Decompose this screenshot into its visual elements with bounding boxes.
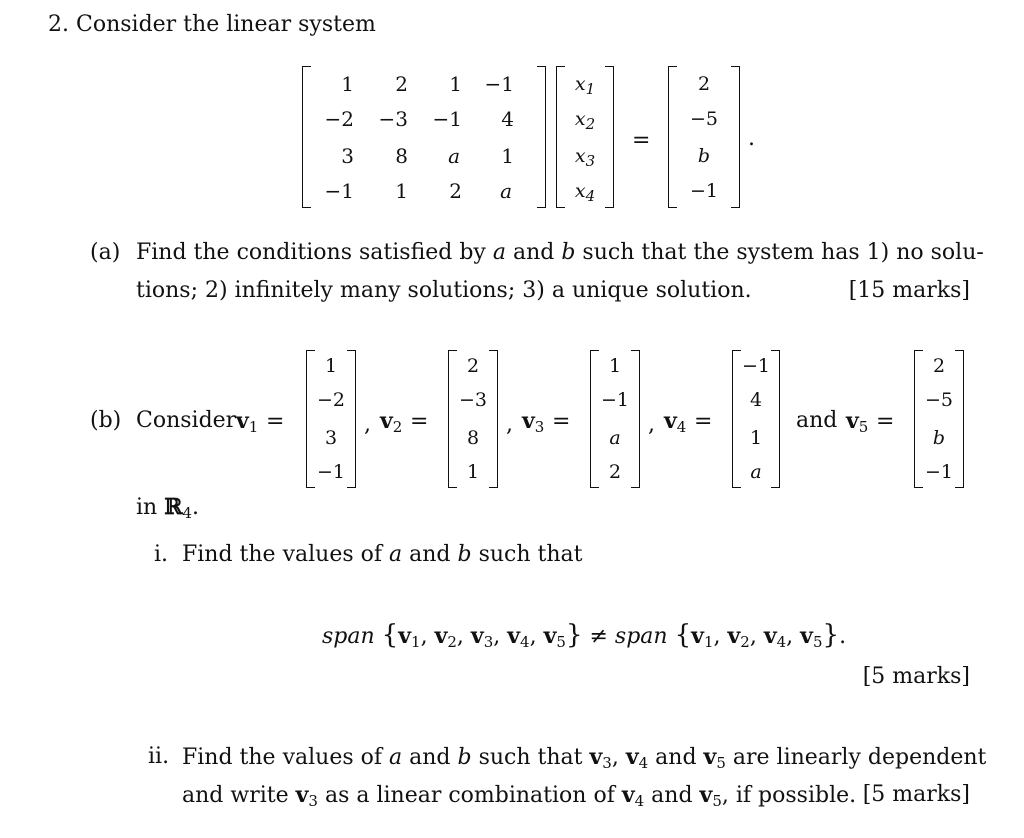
unknowns-vector	[556, 66, 614, 208]
rhs-cell: −1	[689, 180, 718, 202]
part-b-consider: Consider	[136, 408, 237, 433]
rhs-vector	[668, 66, 740, 208]
vector-space-statement: in ℝ$_4$.	[136, 494, 200, 522]
vector-entry: 1	[608, 355, 622, 377]
sub-ii-line2: and write $v_3$ as a linear combination of $v_4$ and $v_5$, if possible.	[182, 782, 857, 810]
v5-label: $v_5$ =	[846, 408, 895, 436]
vector-entry: −1	[600, 389, 629, 411]
left-bracket	[302, 66, 311, 208]
vector-entry: 2	[608, 461, 622, 483]
vector-entry: a	[609, 427, 621, 449]
matrix-cell: 1	[501, 144, 514, 168]
question-intro: Consider the linear system	[76, 12, 376, 37]
vector-v2	[448, 350, 498, 488]
matrix-cell: 4	[501, 107, 514, 131]
vector-entry: 1	[324, 355, 338, 377]
v1-label: $v_1$ =	[236, 408, 285, 436]
matrix-cell: 2	[395, 72, 408, 96]
sub-i-marks: [5 marks]	[862, 664, 970, 689]
unknown-x1: $x_1$	[574, 73, 596, 98]
vector-entry: a	[750, 461, 762, 483]
matrix-cell: −2	[324, 107, 354, 131]
right-bracket	[537, 66, 546, 208]
matrix-cell: −1	[324, 179, 354, 203]
span-inequality: span {$v_1$, $v_2$, $v_3$, $v_4$, $v_5$} ≠ span {$v_1$, $v_2$, $v_4$, $v_5$}.	[322, 620, 847, 651]
part-a-marks: [15 marks]	[848, 278, 970, 303]
vector-entry: 3	[324, 427, 338, 449]
v3-label: $v_3$ =	[522, 408, 571, 436]
vector-entry: −2	[316, 389, 345, 411]
matrix-cell: −1	[432, 107, 462, 131]
vector-entry: b	[932, 427, 946, 449]
unknown-x4: $x_4$	[574, 180, 596, 205]
vector-entry: 8	[466, 427, 480, 449]
sub-ii-label: ii.	[148, 744, 170, 769]
separator: ,	[506, 412, 513, 437]
sub-ii-marks: [5 marks]	[862, 782, 970, 807]
part-a-line1: Find the conditions satisfied by a and b such that the system has 1) no solu-	[136, 240, 984, 265]
part-a-line2: tions; 2) infinitely many solutions; 3) a unique solution.	[136, 278, 752, 303]
rhs-cell: −5	[689, 108, 718, 130]
matrix-cell: a	[448, 144, 460, 168]
matrix-cell: 8	[395, 144, 408, 168]
matrix-cell: 1	[341, 72, 354, 96]
rhs-cell: b	[697, 145, 711, 167]
separator: ,	[364, 412, 371, 437]
matrix-cell: a	[500, 179, 512, 203]
matrix-cell: 1	[449, 72, 462, 96]
part-b-label: (b)	[90, 408, 122, 433]
matrix-cell: 1	[395, 179, 408, 203]
system-period: .	[748, 126, 755, 151]
matrix-cell: 3	[341, 144, 354, 168]
vector-v4	[732, 350, 780, 488]
question-heading	[48, 12, 376, 38]
vector-entry: −3	[458, 389, 487, 411]
v4-label: $v_4$ =	[664, 408, 713, 436]
matrix-cell: −3	[378, 107, 408, 131]
vector-entry: 4	[749, 389, 763, 411]
vector-entry: −1	[316, 461, 345, 483]
sub-ii-line1: Find the values of a and b such that $v_3$, $v_4$ and $v_5$ are linearly dependent	[182, 744, 987, 772]
matrix-cell: −1	[484, 72, 514, 96]
system-equals: =	[632, 128, 651, 153]
question-number: 2.	[48, 12, 69, 37]
sub-i-label: i.	[154, 542, 169, 567]
vector-entry: −1	[924, 461, 953, 483]
coefficient-matrix	[302, 66, 546, 208]
separator-and: and	[796, 408, 838, 433]
separator: ,	[648, 412, 655, 437]
sub-i-text: Find the values of a and b such that	[182, 542, 583, 567]
vector-entry: 1	[749, 427, 763, 449]
rhs-cell: 2	[697, 73, 711, 95]
part-a-label: (a)	[90, 240, 121, 265]
vector-entry: −5	[924, 389, 953, 411]
vector-entry: 2	[932, 355, 946, 377]
vector-v3	[590, 350, 640, 488]
vector-v5	[914, 350, 964, 488]
vector-entry: 2	[466, 355, 480, 377]
vector-v1	[306, 350, 356, 488]
matrix-cell: 2	[449, 179, 462, 203]
unknown-x3: $x_3$	[574, 145, 596, 170]
vector-entry: 1	[466, 461, 480, 483]
v2-label: $v_2$ =	[380, 408, 429, 436]
vector-entry: −1	[741, 355, 770, 377]
unknown-x2: $x_2$	[574, 108, 596, 133]
